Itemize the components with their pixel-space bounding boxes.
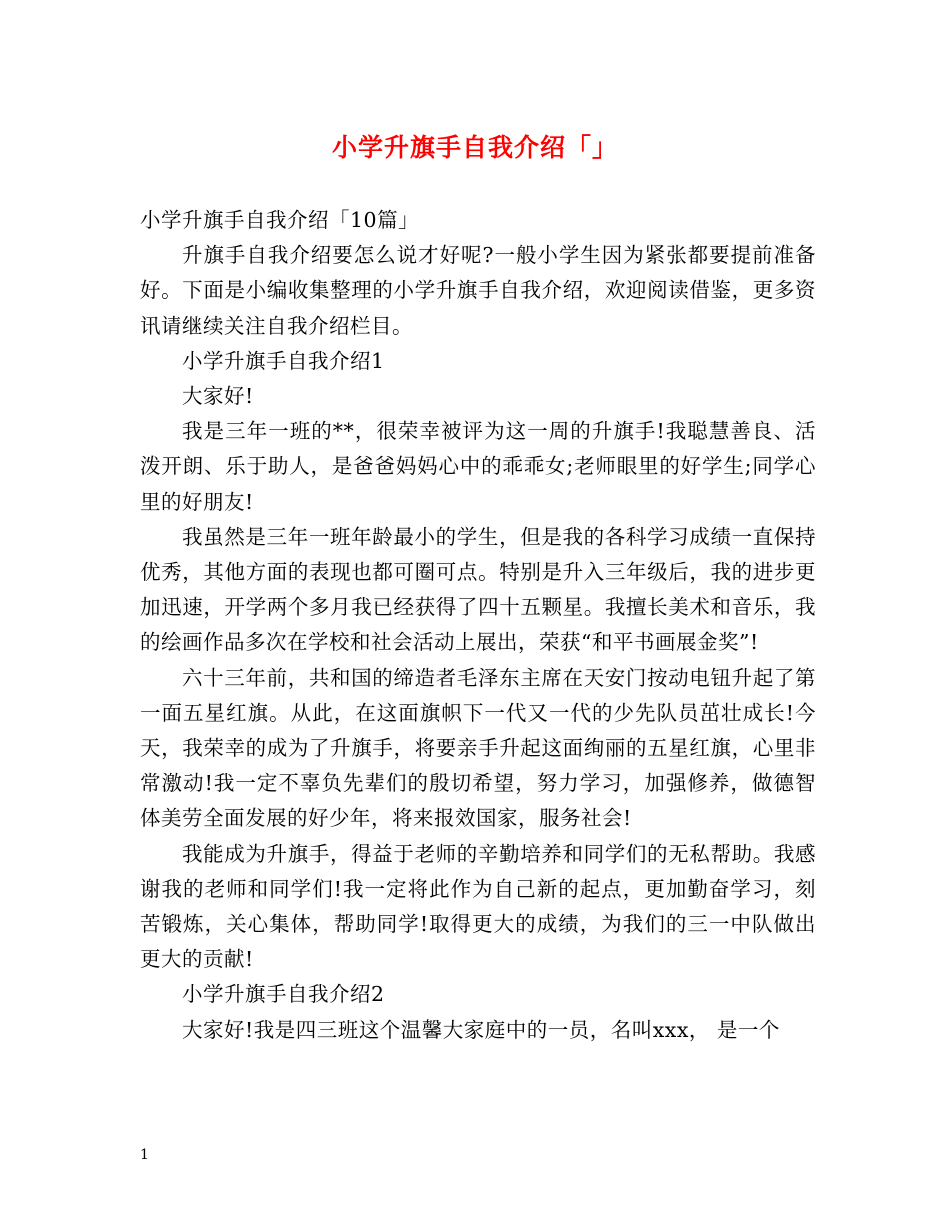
- body-paragraph: 我虽然是三年一班年龄最小的学生，但是我的各科学习成绩一直保持优秀，其他方面的表现也都可圈可点。特别是升入三年级后，我的进步更加迅速，开学两个多月我已经获得了四十五颗星。我擅长美术和音乐，我的绘画作品多次在学校和社会活动上展出，荣获“和平书画展金奖”!: [140, 524, 816, 655]
- body-paragraph: 我能成为升旗手，得益于老师的辛勤培养和同学们的无私帮助。我感谢我的老师和同学们!我一定将此作为自己新的起点，更加勤奋学习，刻苦锻炼，关心集体，帮助同学!取得更大的成绩，为我们的三一中队做出更大的贡献!: [140, 841, 816, 972]
- section-heading-1: 小学升旗手自我介绍1: [182, 348, 385, 373]
- greeting-paragraph: 大家好!: [182, 384, 254, 409]
- intro-paragraph: 升旗手自我介绍要怎么说才好呢?一般小学生因为紧张都要提前准备好。下面是小编收集整理的小学升旗手自我介绍，欢迎阅读借鉴，更多资讯请继续关注自我介绍栏目。: [140, 243, 816, 338]
- section-heading-2: 小学升旗手自我介绍2: [182, 982, 385, 1007]
- subtitle-paragraph: 小学升旗手自我介绍「10篇」: [140, 208, 420, 232]
- body-paragraph: 大家好!我是四三班这个温馨大家庭中的一员，名叫xxx， 是一个: [182, 1017, 780, 1042]
- page-number: 1: [140, 1147, 149, 1163]
- body-paragraph: 我是三年一班的**，很荣幸被评为这一周的升旗手!我聪慧善良、活泼开朗、乐于助人，是爸爸妈妈心中的乖乖女;老师眼里的好学生;同学心里的好朋友!: [140, 419, 816, 514]
- page-title: 小学升旗手自我介绍「」: [331, 133, 618, 162]
- document-body: [140, 203, 816, 1048]
- body-paragraph: 六十三年前，共和国的缔造者毛泽东主席在天安门按动电钮升起了第一面五星红旗。从此，在这面旗帜下一代又一代的少先队员茁壮成长!今天，我荣幸的成为了升旗手，将要亲手升起这面绚丽的五星红旗，心里非常激动!我一定不辜负先辈们的殷切希望，努力学习，加强修养，做德智体美劳全面发展的好少年，将来报效国家，服务社会!: [140, 665, 816, 831]
